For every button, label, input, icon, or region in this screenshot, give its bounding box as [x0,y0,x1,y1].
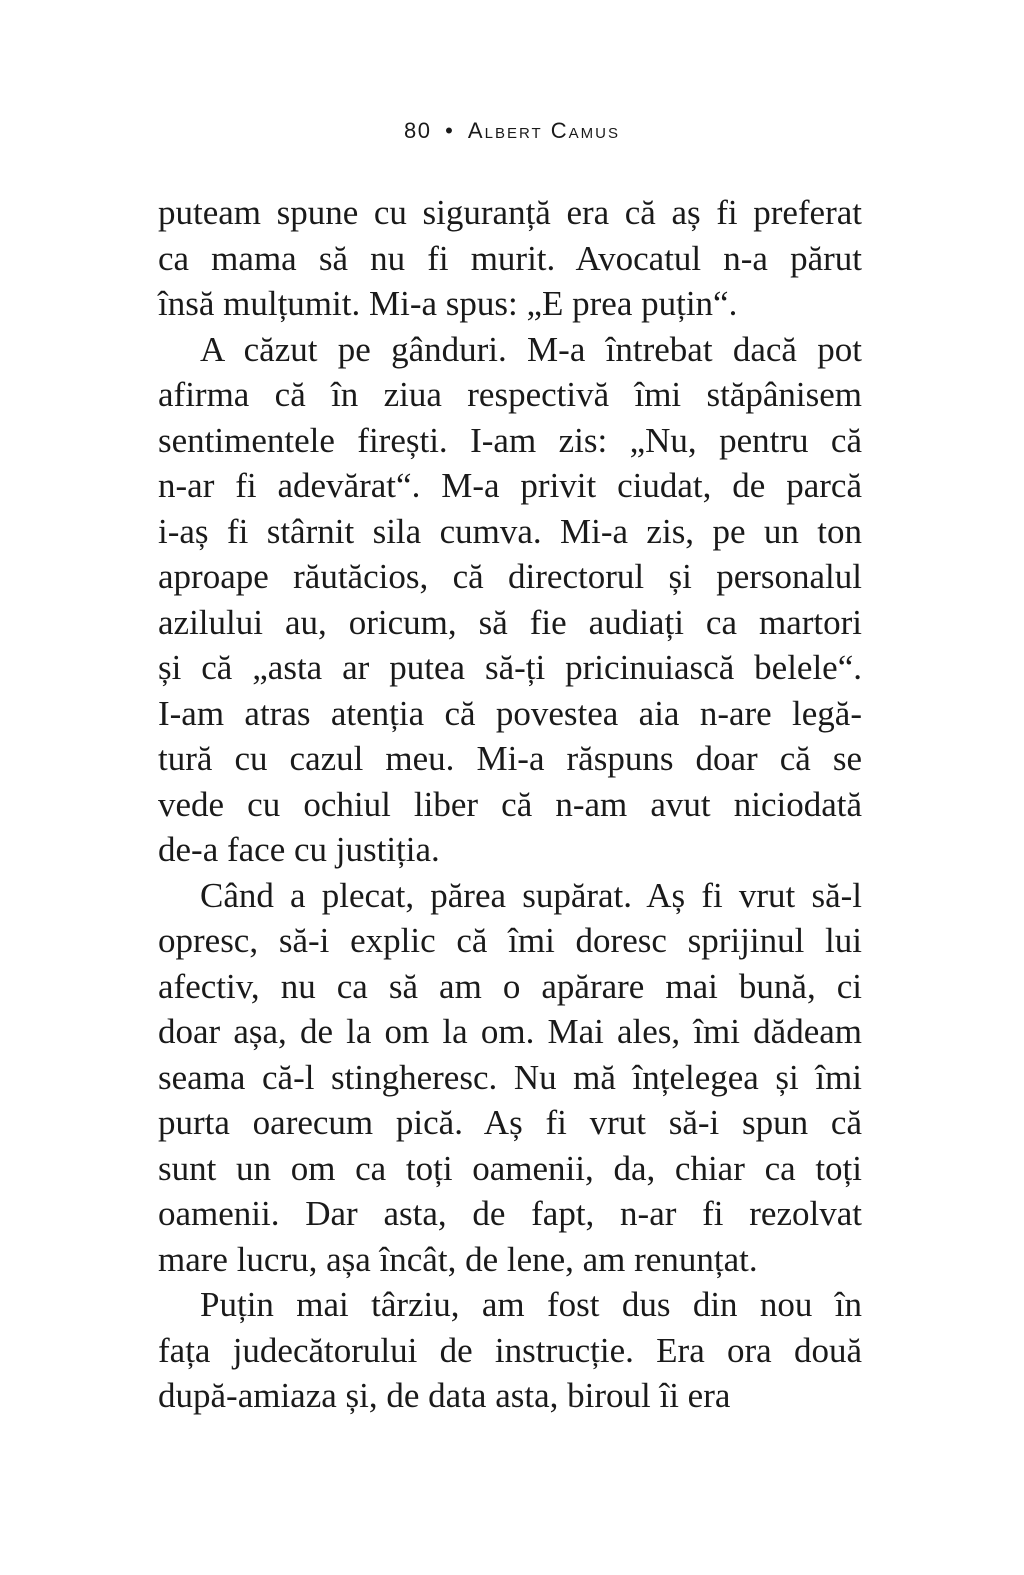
text-line: azilului au, oricum, să fie audiați ca martori [158,602,862,642]
text-line: tură cu cazul meu. Mi-a răspuns doar că se [158,739,862,778]
text-line: I-am atras atenția că povestea aia n-are legă- [158,693,862,733]
text-line: sunt un om ca toți oamenii, da, chiar ca toți [158,1148,862,1188]
body-text [158,190,862,1419]
text-line: i-aș fi stârnit sila cumva. Mi-a zis, pe un ton [158,511,862,551]
text-line: ca mama să nu fi murit. Avocatul n-a părut [158,238,862,278]
text-line: seama că-l stingheresc. Nu mă înțelegea și îmi [158,1057,862,1097]
page-number: 80 [403,118,432,143]
text-line: Puțin mai târziu, am fost dus din nou în [200,1285,862,1324]
text-line: aproape răutăcios, că directorul și personalul [158,557,862,596]
paragraph [158,327,862,873]
text-line: afectiv, nu ca să am o apărare mai bună, ci [158,966,862,1006]
paragraph [158,873,862,1283]
text-line: oamenii. Dar asta, de fapt, n-ar fi rezolvat [158,1194,862,1233]
text-line: purta oarecum pică. Aș fi vrut să-i spun că [158,1103,862,1142]
text-line: sentimentele firești. I-am zis: „Nu, pentru că [158,420,862,460]
text-line: n-ar fi adevărat“. M-a privit ciudat, de parcă [158,466,862,505]
text-line: fața judecătorului de instrucție. Era ora două [158,1330,862,1370]
text-line: de-a face cu justiția. [158,830,440,869]
separator-bullet: • [445,118,455,143]
text-line: și că „asta ar putea să-ți pricinuiască belele“. [158,648,862,687]
text-line: însă mulțumit. Mi-a spus: „E prea puțin“. [158,284,738,323]
running-head [0,118,1024,144]
paragraph [158,190,862,327]
text-line: doar așa, de la om la om. Mai ales, îmi dădeam [158,1012,862,1051]
text-line: puteam spune cu siguranță era că aș fi preferat [158,193,862,232]
text-line: vede cu ochiul liber că n-am avut niciodată [158,784,862,824]
text-line: mare lucru, așa încât, de lene, am renunțat. [158,1239,758,1279]
text-line: opresc, să-i explic că îmi doresc sprijinul lui [158,921,862,960]
text-line: afirma că în ziua respectivă îmi stăpânisem [158,375,862,414]
author-name: Albert Camus [467,118,621,143]
text-line: A căzut pe gânduri. M-a întrebat dacă pot [200,329,862,369]
text-line: Când a plecat, părea supărat. Aș fi vrut să-l [200,875,862,915]
text-line: după-amiaza și, de data asta, biroul îi era [158,1376,731,1415]
paragraph [158,1282,862,1419]
